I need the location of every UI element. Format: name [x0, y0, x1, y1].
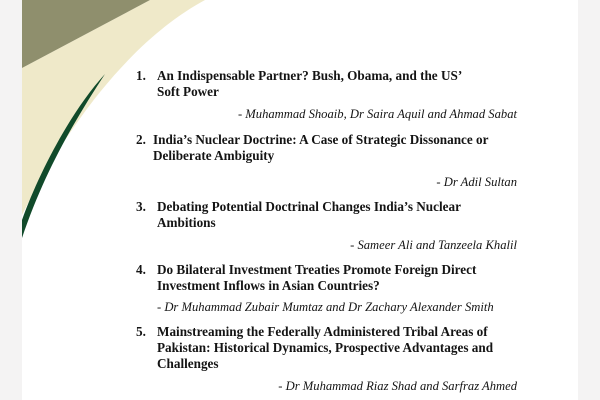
entry-title-line: Mainstreaming the Federally Administered Tribal Areas of — [157, 324, 488, 339]
entry-authors: - Dr Adil Sultan — [436, 175, 517, 189]
entry-title — [157, 262, 476, 294]
entry-number: 4. — [136, 262, 146, 277]
entry-title-line: Pakistan: Historical Dynamics, Prospective Advantages and — [157, 340, 494, 355]
entry-title — [157, 199, 461, 231]
entry-number: 3. — [136, 199, 146, 214]
entry-title-line: Debating Potential Doctrinal Changes India’s Nuclear — [157, 199, 461, 214]
entry-title — [157, 68, 462, 100]
entry-title — [153, 132, 489, 164]
entry-title-line: India’s Nuclear Doctrine: A Case of Strategic Dissonance or — [153, 132, 489, 147]
entry-title-line: An Indispensable Partner? Bush, Obama, and the US’ — [157, 68, 463, 83]
entry-number: 5. — [136, 324, 146, 339]
entry-title-line: Investment Inflows in Asian Countries? — [157, 278, 380, 293]
entry-title-line: Soft Power — [157, 84, 219, 99]
entry-authors: - Muhammad Shoaib, Dr Saira Aquil and Ahmad Sabat — [237, 107, 517, 121]
entry-title-line: Deliberate Ambiguity — [153, 148, 275, 163]
entry-number: 1. — [136, 68, 146, 83]
entry-title-line: Challenges — [157, 356, 219, 371]
entry-title-line: Do Bilateral Investment Treaties Promote Foreign Direct — [157, 262, 477, 277]
entry-authors: - Dr Muhammad Riaz Shad and Sarfraz Ahmed — [278, 379, 517, 393]
entry-title-line: Ambitions — [157, 215, 216, 230]
entry-title — [157, 324, 493, 372]
entry-authors: - Sameer Ali and Tanzeela Khalil — [350, 238, 517, 252]
entry-authors: - Dr Muhammad Zubair Mumtaz and Dr Zachary Alexander Smith — [157, 300, 494, 314]
entry-number: 2. — [136, 132, 146, 147]
